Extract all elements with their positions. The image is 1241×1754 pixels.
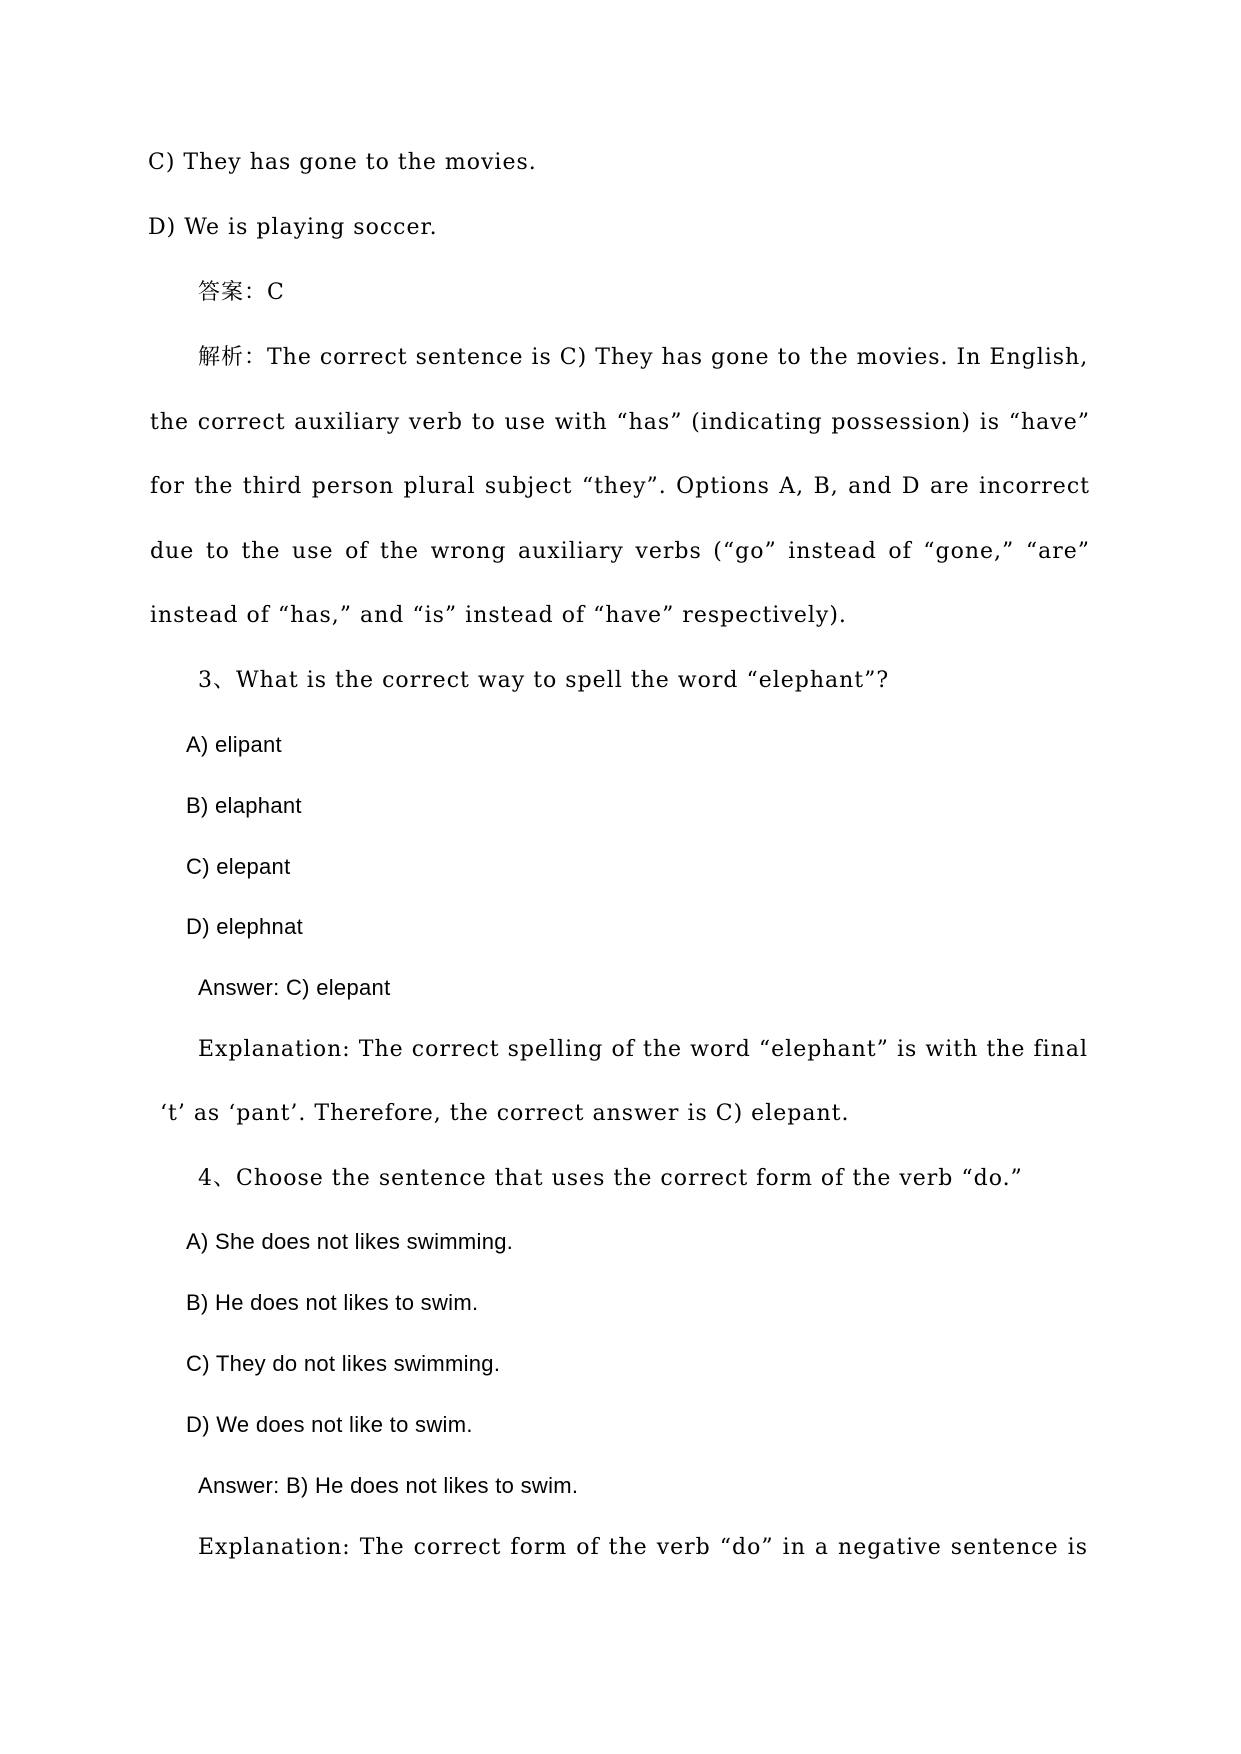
q3-option-a: A) elipant — [186, 732, 282, 757]
q2-explanation-line-2: the correct auxiliary verb to use with “has” (indicating possession) is “have” — [150, 410, 1090, 435]
q2-option-d: D) We is playing soccer. — [148, 215, 438, 240]
q3-option-b: B) elaphant — [186, 793, 302, 818]
q4-option-d: D) We does not like to swim. — [186, 1412, 473, 1437]
q3-explanation-line-2: ‘t’ as ‘pant’. Therefore, the correct answer is C) elepant. — [160, 1101, 850, 1126]
q4-option-b: B) He does not likes to swim. — [186, 1290, 479, 1315]
q3-option-c: C) elepant — [186, 854, 291, 879]
q4-question: 4、Choose the sentence that uses the correct form of the verb “do.” — [198, 1166, 1023, 1191]
q2-answer: 答案：C — [198, 280, 285, 305]
q4-option-a: A) She does not likes swimming. — [186, 1229, 514, 1254]
q2-explanation-line-5: instead of “has,” and “is” instead of “have” respectively). — [150, 603, 847, 628]
q3-explanation-line-1: Explanation: The correct spelling of the word “elephant” is with the final — [198, 1037, 1088, 1062]
q4-option-c: C) They do not likes swimming. — [186, 1351, 501, 1376]
q3-question: 3、What is the correct way to spell the word “elephant”? — [198, 668, 890, 693]
q2-explanation-line-1: 解析：The correct sentence is C) They has gone to the movies. In English, — [198, 345, 1089, 370]
q3-answer: Answer: C) elepant — [198, 975, 391, 1000]
q2-option-c: C) They has gone to the movies. — [148, 150, 537, 175]
q4-answer: Answer: B) He does not likes to swim. — [198, 1473, 579, 1498]
q2-explanation-line-3: for the third person plural subject “they”. Options A, B, and D are incorrect — [150, 474, 1090, 499]
q3-option-d: D) elephnat — [186, 914, 304, 939]
q4-explanation-line-1: Explanation: The correct form of the verb “do” in a negative sentence is — [198, 1535, 1088, 1560]
q2-explanation-line-4: due to the use of the wrong auxiliary verbs (“go” instead of “gone,” “are” — [150, 539, 1090, 564]
